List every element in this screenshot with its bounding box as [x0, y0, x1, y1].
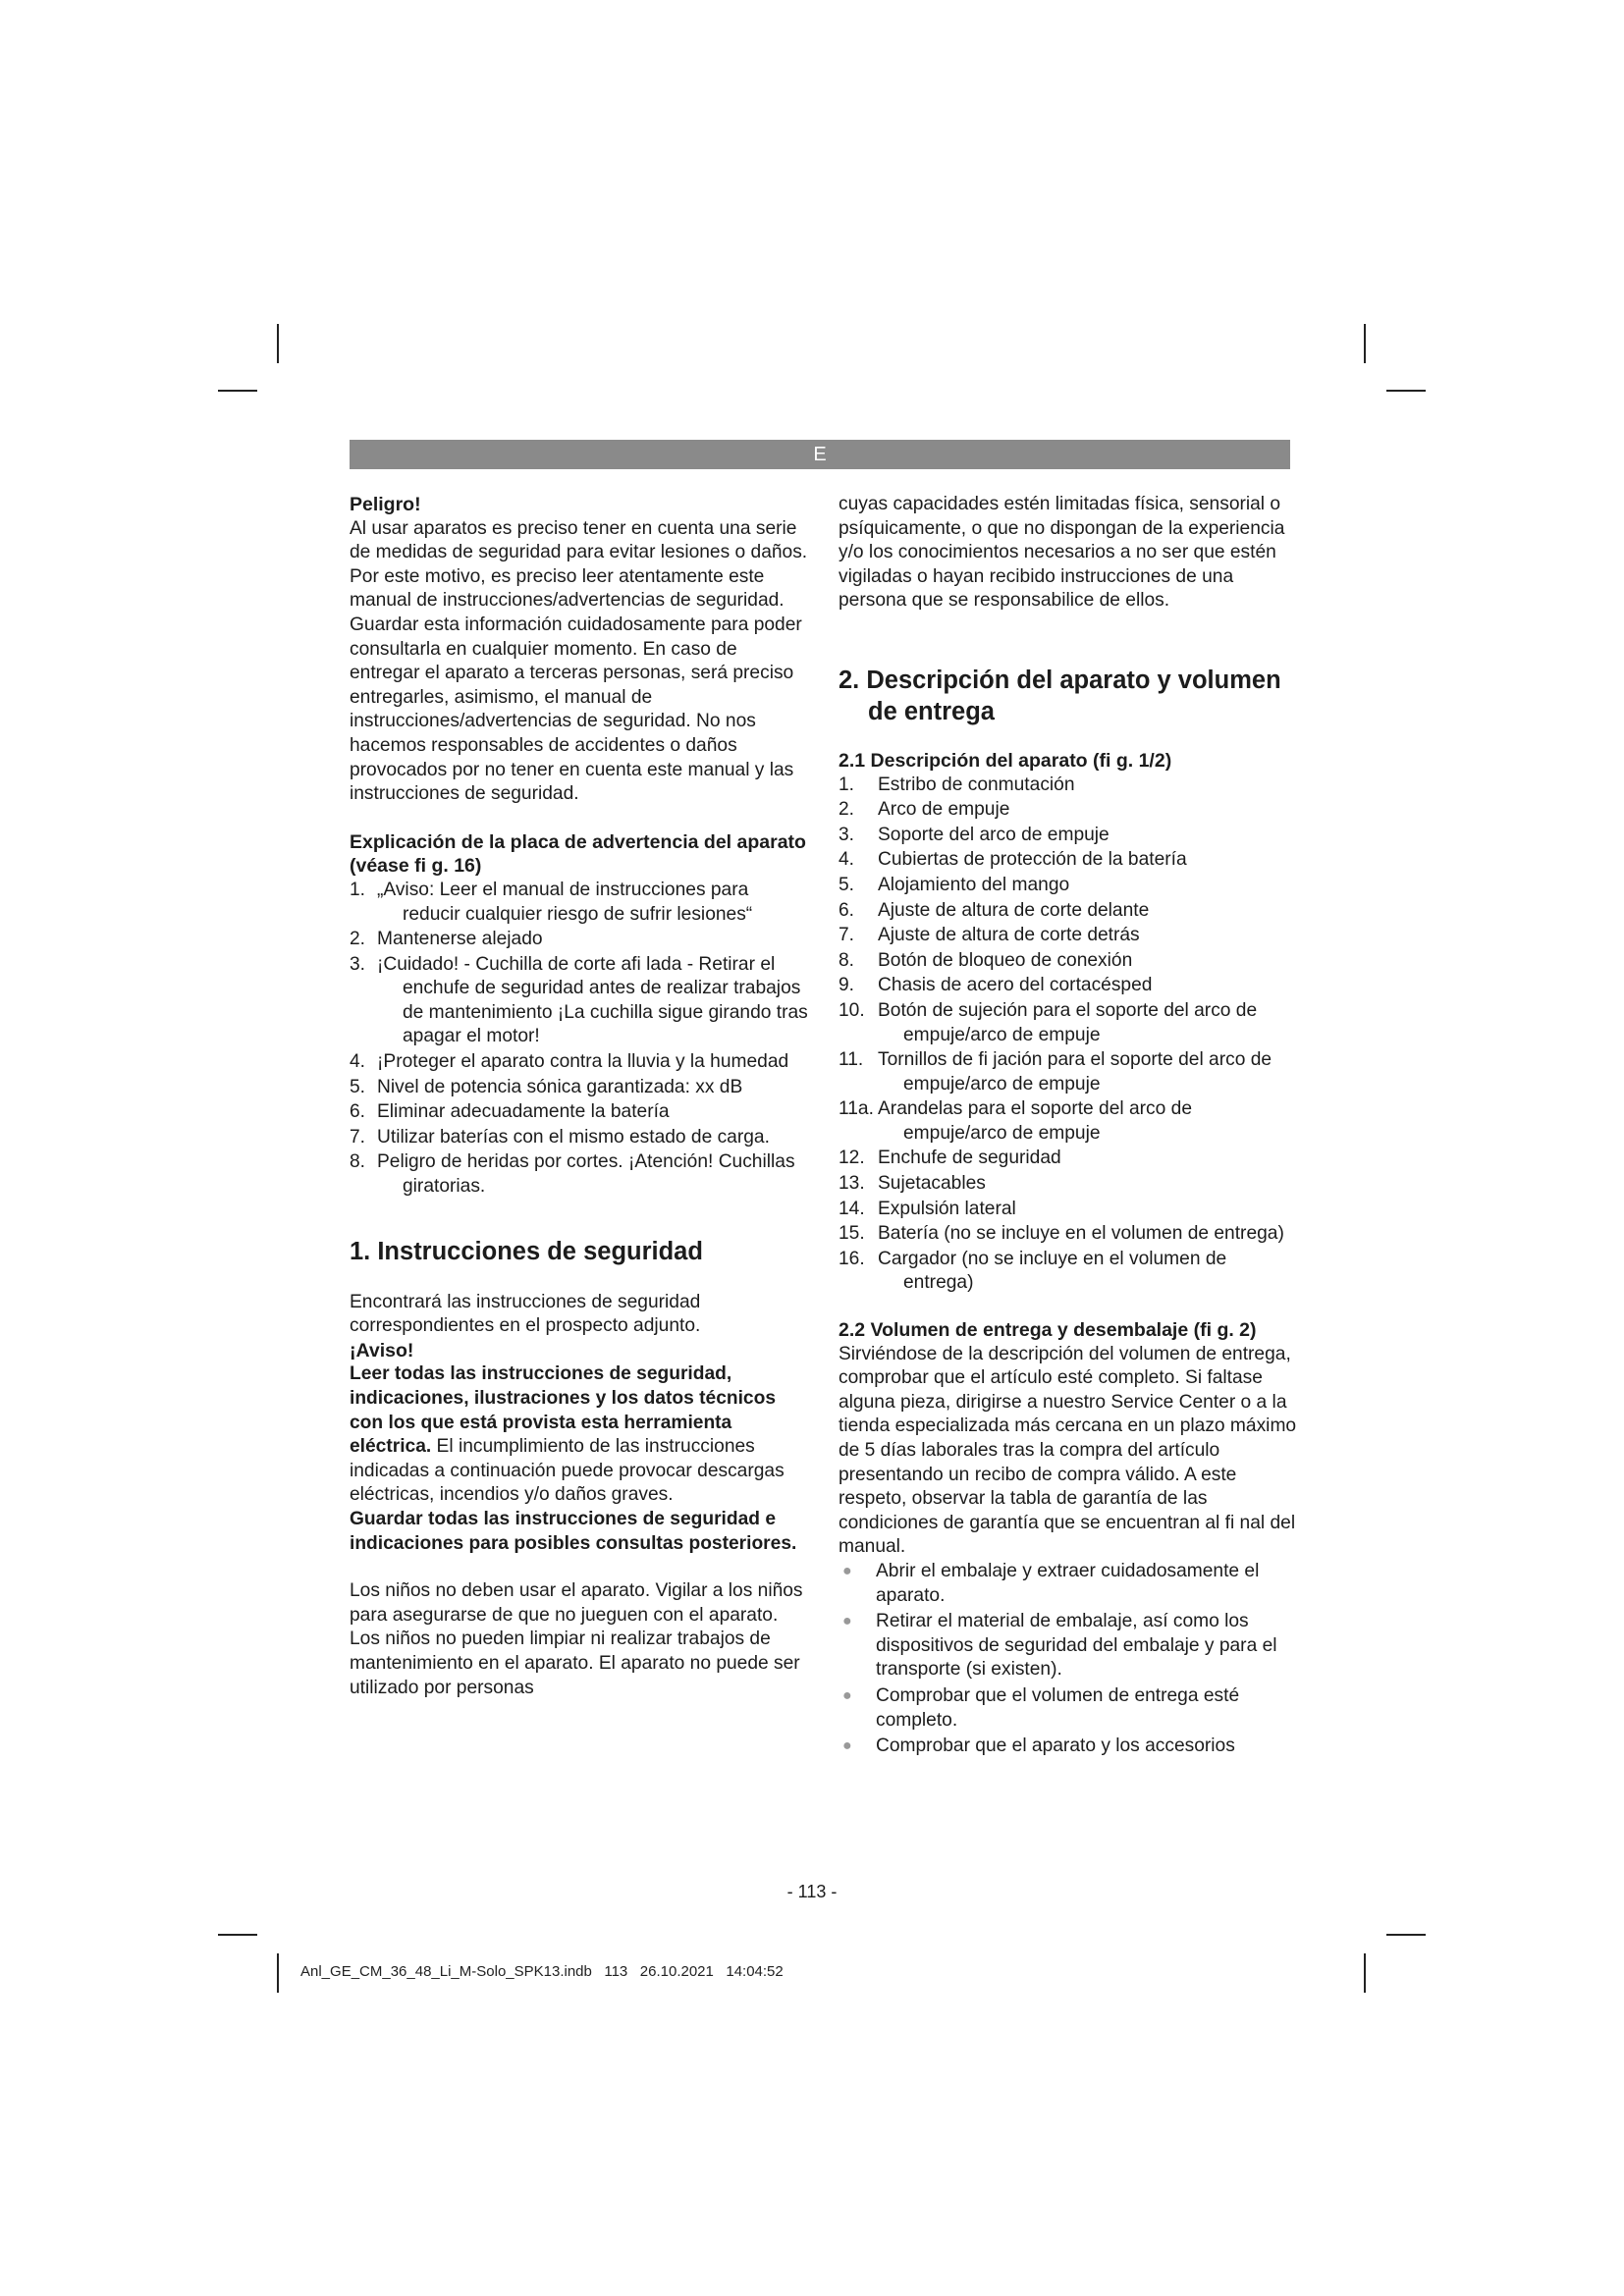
warning-plate-item — [350, 1076, 811, 1100]
list-number: 3. — [839, 824, 855, 845]
unpacking-step — [839, 1735, 1300, 1759]
list-text: Estribo de conmutación — [878, 774, 1075, 795]
list-text: Expulsión lateral — [878, 1198, 1016, 1219]
list-number: 2. — [839, 799, 855, 821]
list-number: 1. — [839, 774, 855, 795]
part-item — [839, 874, 1300, 898]
list-text: „Aviso: Leer el manual de instrucciones para reducir cualquier riesgo de sufrir lesiones“ — [377, 879, 753, 925]
list-number: 4. — [839, 849, 855, 871]
warning-plate-list — [350, 879, 811, 1200]
list-text: Utilizar baterías con el mismo estado de carga. — [377, 1126, 770, 1148]
list-text: Enchufe de seguridad — [878, 1148, 1061, 1169]
aviso-paragraph — [350, 1362, 811, 1508]
list-number: 15. — [839, 1223, 865, 1245]
warning-plate-item — [350, 879, 811, 927]
list-text: Ajuste de altura de corte detrás — [878, 925, 1140, 946]
left-column — [350, 493, 811, 1700]
part-item — [839, 974, 1300, 998]
aviso-keep-instructions: Guardar todas las instrucciones de seguridad e indicaciones para posibles consultas posteriores. — [350, 1508, 797, 1554]
warning-plate-heading: Explicación de la placa de advertencia del aparato (véase fi g. 16) — [350, 830, 806, 878]
list-number: 7. — [350, 1126, 366, 1148]
list-number: 10. — [839, 999, 865, 1021]
right-column — [839, 493, 1300, 1761]
part-item — [839, 1097, 1300, 1146]
part-item — [839, 774, 1300, 798]
warning-plate-item — [350, 953, 811, 1049]
unpacking-step — [839, 1560, 1300, 1608]
aviso-bold-text: Leer todas las instrucciones de seguridad, indicaciones, ilustraciones y los datos técnicos con los que está provista esta herramienta eléctrica. — [350, 1363, 776, 1458]
unpacking-step — [839, 1610, 1300, 1682]
part-item — [839, 999, 1300, 1047]
list-text: Mantenerse alejado — [377, 929, 543, 950]
list-number: 8. — [350, 1151, 366, 1173]
list-number: 13. — [839, 1173, 865, 1195]
crop-mark — [218, 1934, 257, 1936]
warning-plate-item — [350, 1050, 811, 1075]
list-text: Soporte del arco de empuje — [878, 824, 1110, 845]
crop-mark — [1386, 390, 1426, 392]
list-number: 9. — [839, 975, 855, 996]
list-number: 3. — [350, 953, 366, 975]
part-item — [839, 1222, 1300, 1247]
list-number: 12. — [839, 1148, 865, 1169]
part-item — [839, 1248, 1300, 1296]
list-number: 14. — [839, 1198, 865, 1219]
list-text: Cargador (no se incluye en el volumen de entrega) — [878, 1248, 1227, 1294]
list-number: 16. — [839, 1248, 865, 1269]
section-2-title: 2. Descripción del aparato y volumen de entrega — [839, 666, 1281, 725]
unpacking-step-text: Abrir el embalaje y extraer cuidadosamente el aparato. — [876, 1560, 1260, 1606]
peligro-paragraph: Al usar aparatos es preciso tener en cuenta una serie de medidas de seguridad para evitar lesiones o daños. Por este motivo, es preciso leer atentamente este manual de instrucciones/advertencias de seguridad. Guardar esta información cuidadosamente para poder consultarla en cualquier momento. En caso de entregar el aparato a terceras personas, será preciso entregarles, asimismo, el manual de instrucciones/advertencias de seguridad. No nos hacemos responsables de accidentes o daños provocados por no tener en cuenta este manual y las instrucciones de seguridad. — [350, 517, 808, 805]
aviso-normal-text: El incumplimiento de las instrucciones indicadas a continuación puede provocar descargas eléctricas, incendios y/o daños graves. — [350, 1436, 785, 1506]
peligro-heading: Peligro! — [350, 494, 421, 515]
list-text: Tornillos de fi jación para el soporte del arco de empuje/arco de empuje — [878, 1049, 1272, 1095]
crop-mark — [1364, 1953, 1366, 1993]
crop-mark — [1364, 324, 1366, 363]
list-text: Alojamiento del mango — [878, 874, 1070, 895]
language-header-bar — [350, 440, 1290, 469]
list-text: Eliminar adecuadamente la batería — [377, 1101, 670, 1123]
list-number: 11. — [839, 1049, 864, 1071]
bullet-icon: ● — [842, 1737, 852, 1755]
list-number: 6. — [350, 1101, 366, 1123]
children-paragraph: Los niños no deben usar el aparato. Vigilar a los niños para asegurarse de que no jueguen con el aparato. Los niños no pueden limpiar ni realizar trabajos de mantenimiento en el aparato. El aparato no puede ser utilizado por personas — [350, 1580, 803, 1698]
list-text: Arandelas para el soporte del arco de empuje/arco de empuje — [878, 1098, 1192, 1144]
list-text: Arco de empuje — [878, 799, 1010, 821]
page-number: - 113 - — [786, 1882, 838, 1901]
part-item — [839, 1172, 1300, 1197]
part-item — [839, 848, 1300, 873]
warning-plate-item — [350, 1150, 811, 1199]
list-number: 11a. — [839, 1098, 874, 1120]
bullet-icon: ● — [842, 1613, 852, 1630]
list-text: Cubiertas de protección de la batería — [878, 849, 1187, 871]
part-item — [839, 1147, 1300, 1171]
part-item — [839, 798, 1300, 823]
list-text: Nivel de potencia sónica garantizada: xx dB — [377, 1076, 743, 1097]
aviso-heading: ¡Aviso! — [350, 1339, 414, 1362]
part-item — [839, 1048, 1300, 1096]
list-number: 5. — [839, 874, 855, 895]
crop-mark — [277, 1953, 279, 1993]
unpacking-step-text: Retirar el material de embalaje, así como los dispositivos de seguridad del embalaje y para el transporte (si existen). — [876, 1611, 1277, 1681]
list-text: Chasis de acero del cortacésped — [878, 975, 1153, 996]
language-code: E — [813, 444, 827, 465]
print-file-info: Anl_GE_CM_36_48_Li_M-Solo_SPK13.indb 113 26.10.2021 14:04:52 — [300, 1963, 784, 1980]
list-number: 1. — [350, 879, 366, 900]
unpacking-steps — [839, 1560, 1300, 1759]
list-text: Batería (no se incluye en el volumen de entrega) — [878, 1223, 1284, 1245]
parts-list — [839, 774, 1300, 1296]
bullet-icon: ● — [842, 1562, 852, 1579]
list-number: 5. — [350, 1076, 366, 1097]
subsection-2-2-body: Sirviéndose de la descripción del volumen de entrega, comprobar que el artículo esté completo. Si faltase alguna pieza, dirigirse a nuestro Service Center o a la tienda especializada más cercana en un plazo máximo de 5 días laborales tras la compra del artículo presentando un recibo de compra válido. A este respeto, observar la tabla de garantía de las condiciones de garantía que se encuentran al fi nal del manual. — [839, 1343, 1297, 1558]
part-item — [839, 924, 1300, 948]
unpacking-step — [839, 1684, 1300, 1733]
section-1-intro: Encontrará las instrucciones de seguridad correspondientes en el prospecto adjunto. — [350, 1291, 701, 1337]
list-number: 6. — [839, 899, 855, 921]
unpacking-step-text: Comprobar que el volumen de entrega esté completo. — [876, 1684, 1240, 1731]
subsection-2-1-title: 2.1 Descripción del aparato (fi g. 1/2) — [839, 749, 1172, 772]
list-text: Botón de bloqueo de conexión — [878, 949, 1133, 971]
section-1-title: 1. Instrucciones de seguridad — [350, 1237, 703, 1265]
part-item — [839, 824, 1300, 848]
list-number: 4. — [350, 1051, 366, 1073]
part-item — [839, 899, 1300, 924]
crop-mark — [277, 324, 279, 363]
list-text: Sujetacables — [878, 1173, 986, 1195]
list-number: 8. — [839, 949, 855, 971]
continued-paragraph: cuyas capacidades estén limitadas física, sensorial o psíquicamente, o que no dispongan de la experiencia y/o los conocimientos necesarios a no ser que estén vigiladas o hayan recibido instrucciones de una persona que se responsabilice de ellos. — [839, 494, 1285, 612]
warning-plate-item — [350, 1126, 811, 1150]
list-text: Peligro de heridas por cortes. ¡Atención! Cuchillas giratorias. — [377, 1151, 795, 1198]
crop-mark — [1386, 1934, 1426, 1936]
subsection-2-2-title: 2.2 Volumen de entrega y desembalaje (fi g. 2) — [839, 1319, 1257, 1342]
list-text: Botón de sujeción para el soporte del arco de empuje/arco de empuje — [878, 999, 1258, 1045]
unpacking-step-text: Comprobar que el aparato y los accesorios — [876, 1735, 1235, 1757]
bullet-icon: ● — [842, 1686, 852, 1704]
list-number: 2. — [350, 929, 366, 950]
part-item — [839, 949, 1300, 974]
warning-plate-item — [350, 928, 811, 952]
crop-mark — [218, 390, 257, 392]
list-text: ¡Proteger el aparato contra la lluvia y la humedad — [377, 1051, 789, 1073]
list-text: ¡Cuidado! - Cuchilla de corte afi lada - Retirar el enchufe de seguridad antes de realizar trabajos de mantenimiento ¡La cuchilla sigue girando tras apagar el motor! — [377, 953, 808, 1047]
warning-plate-item — [350, 1100, 811, 1125]
list-number: 7. — [839, 925, 855, 946]
list-text: Ajuste de altura de corte delante — [878, 899, 1150, 921]
part-item — [839, 1198, 1300, 1222]
